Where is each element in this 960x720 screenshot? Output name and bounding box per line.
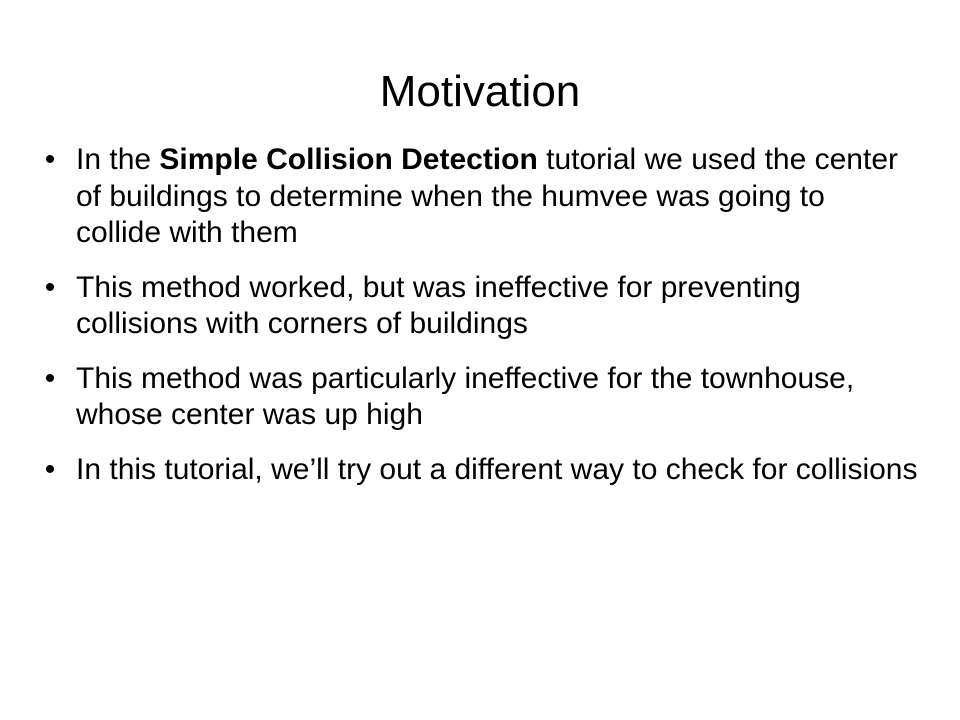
bullet-text-after: tutorial we used the center of buildings to determine when the humvee was going to collide with them [76, 143, 899, 249]
bullet-icon: • [44, 143, 56, 176]
bullet-item-simple-collision [38, 142, 918, 252]
slide-title: Motivation [379, 67, 581, 116]
bullet-item-this-tutorial [38, 452, 918, 489]
bullet-text-bold: Simple Collision Detection [159, 143, 538, 176]
bullet-text: This method was particularly ineffective for the townhouse, whose center was up high [76, 361, 855, 431]
bullet-item-townhouse [38, 361, 918, 434]
bullet-text: In this tutorial, we’ll try out a different way to check for collisions [76, 452, 918, 486]
bullet-text: This method worked, but was ineffective for preventing collisions with corners of buildings [76, 270, 801, 340]
bullet-icon: • [44, 452, 56, 486]
bullet-text-before: In the [76, 143, 160, 176]
bullet-icon: • [44, 361, 56, 395]
bullet-item-method-worked [38, 270, 918, 343]
bullet-icon: • [44, 270, 56, 304]
bullet-list [38, 142, 918, 506]
